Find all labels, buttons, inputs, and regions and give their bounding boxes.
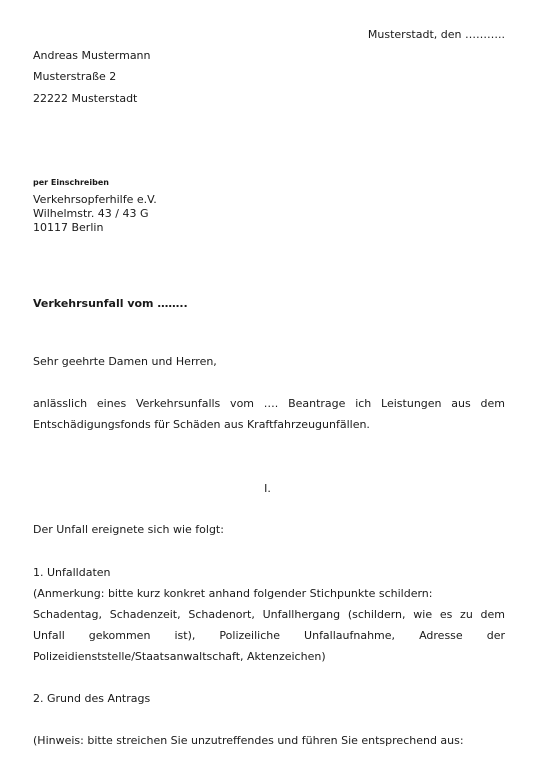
section1-heading: 1. Unfalldaten bbox=[33, 566, 111, 579]
intro-paragraph bbox=[33, 393, 505, 435]
subject-line: Verkehrsunfall vom …….. bbox=[33, 297, 188, 310]
sender-street: Musterstraße 2 bbox=[33, 70, 117, 83]
section1-note: (Anmerkung: bitte kurz konkret anhand folgender Stichpunkte schildern: bbox=[33, 587, 433, 600]
section2-heading: 2. Grund des Antrags bbox=[33, 692, 151, 705]
sender-name: Andreas Mustermann bbox=[33, 49, 151, 62]
recipient-street: Wilhelmstr. 43 / 43 G bbox=[33, 207, 149, 220]
delivery-note: per Einschreiben bbox=[33, 178, 109, 187]
section1-block bbox=[33, 562, 505, 667]
intro-line: Entschädigungsfonds für Schäden aus Kraftfahrzeugunfällen. bbox=[33, 418, 370, 431]
section1-line: Polizeidienststelle/Staatsanwaltschaft, Aktenzeichen) bbox=[33, 650, 326, 663]
sender-city: 22222 Musterstadt bbox=[33, 92, 138, 105]
recipient-city: 10117 Berlin bbox=[33, 221, 104, 234]
section-number: I. bbox=[264, 482, 271, 495]
section1-line: Unfall gekommen ist), Polizeiliche Unfallaufnahme, Adresse der bbox=[33, 629, 505, 642]
place-date: Musterstadt, den ……….. bbox=[367, 28, 505, 41]
salutation: Sehr geehrte Damen und Herren, bbox=[33, 355, 217, 368]
accident-intro: Der Unfall ereignete sich wie folgt: bbox=[33, 523, 224, 536]
section1-line: Schadentag, Schadenzeit, Schadenort, Unfallhergang (schildern, wie es zu dem bbox=[33, 608, 505, 621]
intro-line: anlässlich eines Verkehrsunfalls vom …. Beantrage ich Leistungen aus dem bbox=[33, 397, 505, 410]
recipient-name: Verkehrsopferhilfe e.V. bbox=[33, 193, 157, 206]
section2-note: (Hinweis: bitte streichen Sie unzutreffendes und führen Sie entsprechend aus: bbox=[33, 734, 464, 747]
